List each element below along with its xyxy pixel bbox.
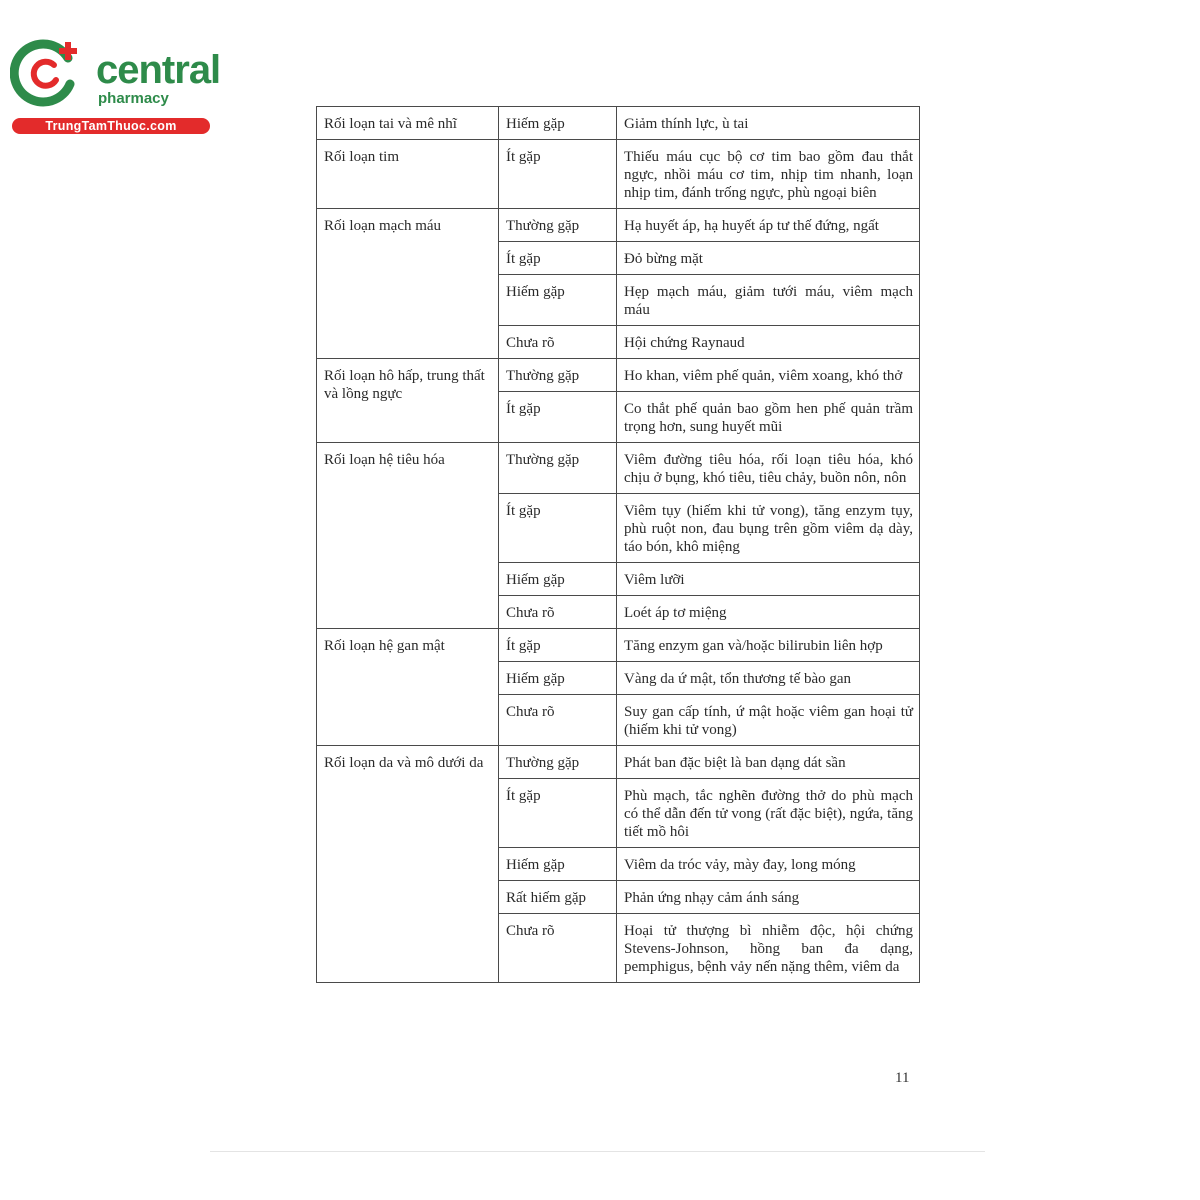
effects-cell: Phát ban đặc biệt là ban dạng dát sần xyxy=(617,746,920,779)
effects-cell: Hẹp mạch máu, giảm tưới máu, viêm mạch máu xyxy=(617,275,920,326)
effects-cell: Hoại tử thượng bì nhiễm độc, hội chứng Stevens-Johnson, hồng ban đa dạng, pemphigus, bệnh vảy nến nặng thêm, viêm da xyxy=(617,914,920,983)
frequency-cell: Hiếm gặp xyxy=(499,563,617,596)
logo-sub-text: pharmacy xyxy=(98,90,169,107)
table-row xyxy=(317,443,920,494)
page-number: 11 xyxy=(895,1070,910,1086)
frequency-cell: Thường gặp xyxy=(499,359,617,392)
frequency-cell: Thường gặp xyxy=(499,443,617,494)
table-body xyxy=(317,107,920,983)
effects-cell: Loét áp tơ miệng xyxy=(617,596,920,629)
effects-cell: Co thắt phế quản bao gồm hen phế quản trầm trọng hơn, sung huyết mũi xyxy=(617,392,920,443)
frequency-cell: Hiếm gặp xyxy=(499,848,617,881)
effects-cell: Vàng da ứ mật, tổn thương tế bào gan xyxy=(617,662,920,695)
frequency-cell: Chưa rõ xyxy=(499,326,617,359)
effects-cell: Suy gan cấp tính, ứ mật hoặc viêm gan hoại tử (hiếm khi tử vong) xyxy=(617,695,920,746)
frequency-cell: Rất hiếm gặp xyxy=(499,881,617,914)
effects-cell: Hội chứng Raynaud xyxy=(617,326,920,359)
table-row xyxy=(317,359,920,392)
frequency-cell: Ít gặp xyxy=(499,779,617,848)
table-row xyxy=(317,209,920,242)
effects-cell: Đỏ bừng mặt xyxy=(617,242,920,275)
logo-site-badge: TrungTamThuoc.com xyxy=(12,118,210,134)
frequency-cell: Ít gặp xyxy=(499,242,617,275)
logo xyxy=(10,38,225,138)
effects-cell: Phản ứng nhạy cảm ánh sáng xyxy=(617,881,920,914)
category-cell: Rối loạn da và mô dưới da xyxy=(317,746,499,983)
effects-cell: Viêm da tróc vảy, mày đay, long móng xyxy=(617,848,920,881)
frequency-cell: Thường gặp xyxy=(499,209,617,242)
frequency-cell: Ít gặp xyxy=(499,629,617,662)
category-cell: Rối loạn tai và mê nhĩ xyxy=(317,107,499,140)
effects-cell: Phù mạch, tắc nghẽn đường thở do phù mạch có thể dẫn đến tử vong (rất đặc biệt), ngứa, tăng tiết mồ hôi xyxy=(617,779,920,848)
frequency-cell: Chưa rõ xyxy=(499,695,617,746)
effects-cell: Viêm đường tiêu hóa, rối loạn tiêu hóa, khó chịu ở bụng, khó tiêu, tiêu chảy, buồn nôn, nôn xyxy=(617,443,920,494)
frequency-cell: Chưa rõ xyxy=(499,914,617,983)
central-pharmacy-logo-icon xyxy=(10,38,90,108)
logo-brand-text: central xyxy=(96,48,221,92)
effects-cell: Viêm tụy (hiếm khi tử vong), tăng enzym tụy, phù ruột non, đau bụng trên gồm viêm dạ dày, táo bón, khô miệng xyxy=(617,494,920,563)
effects-cell: Ho khan, viêm phế quản, viêm xoang, khó thở xyxy=(617,359,920,392)
frequency-cell: Ít gặp xyxy=(499,140,617,209)
frequency-cell: Thường gặp xyxy=(499,746,617,779)
frequency-cell: Hiếm gặp xyxy=(499,275,617,326)
effects-cell: Viêm lưỡi xyxy=(617,563,920,596)
table-row xyxy=(317,140,920,209)
effects-cell: Giảm thính lực, ù tai xyxy=(617,107,920,140)
table-row xyxy=(317,107,920,140)
effects-cell: Thiếu máu cục bộ cơ tim bao gồm đau thắt ngực, nhồi máu cơ tim, nhịp tim nhanh, loạn nhịp tim, đánh trống ngực, phù ngoại biên xyxy=(617,140,920,209)
divider xyxy=(210,1151,985,1152)
frequency-cell: Ít gặp xyxy=(499,392,617,443)
category-cell: Rối loạn hô hấp, trung thất và lồng ngực xyxy=(317,359,499,443)
category-cell: Rối loạn hệ gan mật xyxy=(317,629,499,746)
frequency-cell: Ít gặp xyxy=(499,494,617,563)
table-row xyxy=(317,629,920,662)
effects-cell: Hạ huyết áp, hạ huyết áp tư thế đứng, ngất xyxy=(617,209,920,242)
category-cell: Rối loạn tim xyxy=(317,140,499,209)
frequency-cell: Hiếm gặp xyxy=(499,107,617,140)
frequency-cell: Hiếm gặp xyxy=(499,662,617,695)
category-cell: Rối loạn hệ tiêu hóa xyxy=(317,443,499,629)
adverse-effects-table xyxy=(316,106,920,983)
category-cell: Rối loạn mạch máu xyxy=(317,209,499,359)
effects-cell: Tăng enzym gan và/hoặc bilirubin liên hợp xyxy=(617,629,920,662)
frequency-cell: Chưa rõ xyxy=(499,596,617,629)
table-row xyxy=(317,746,920,779)
